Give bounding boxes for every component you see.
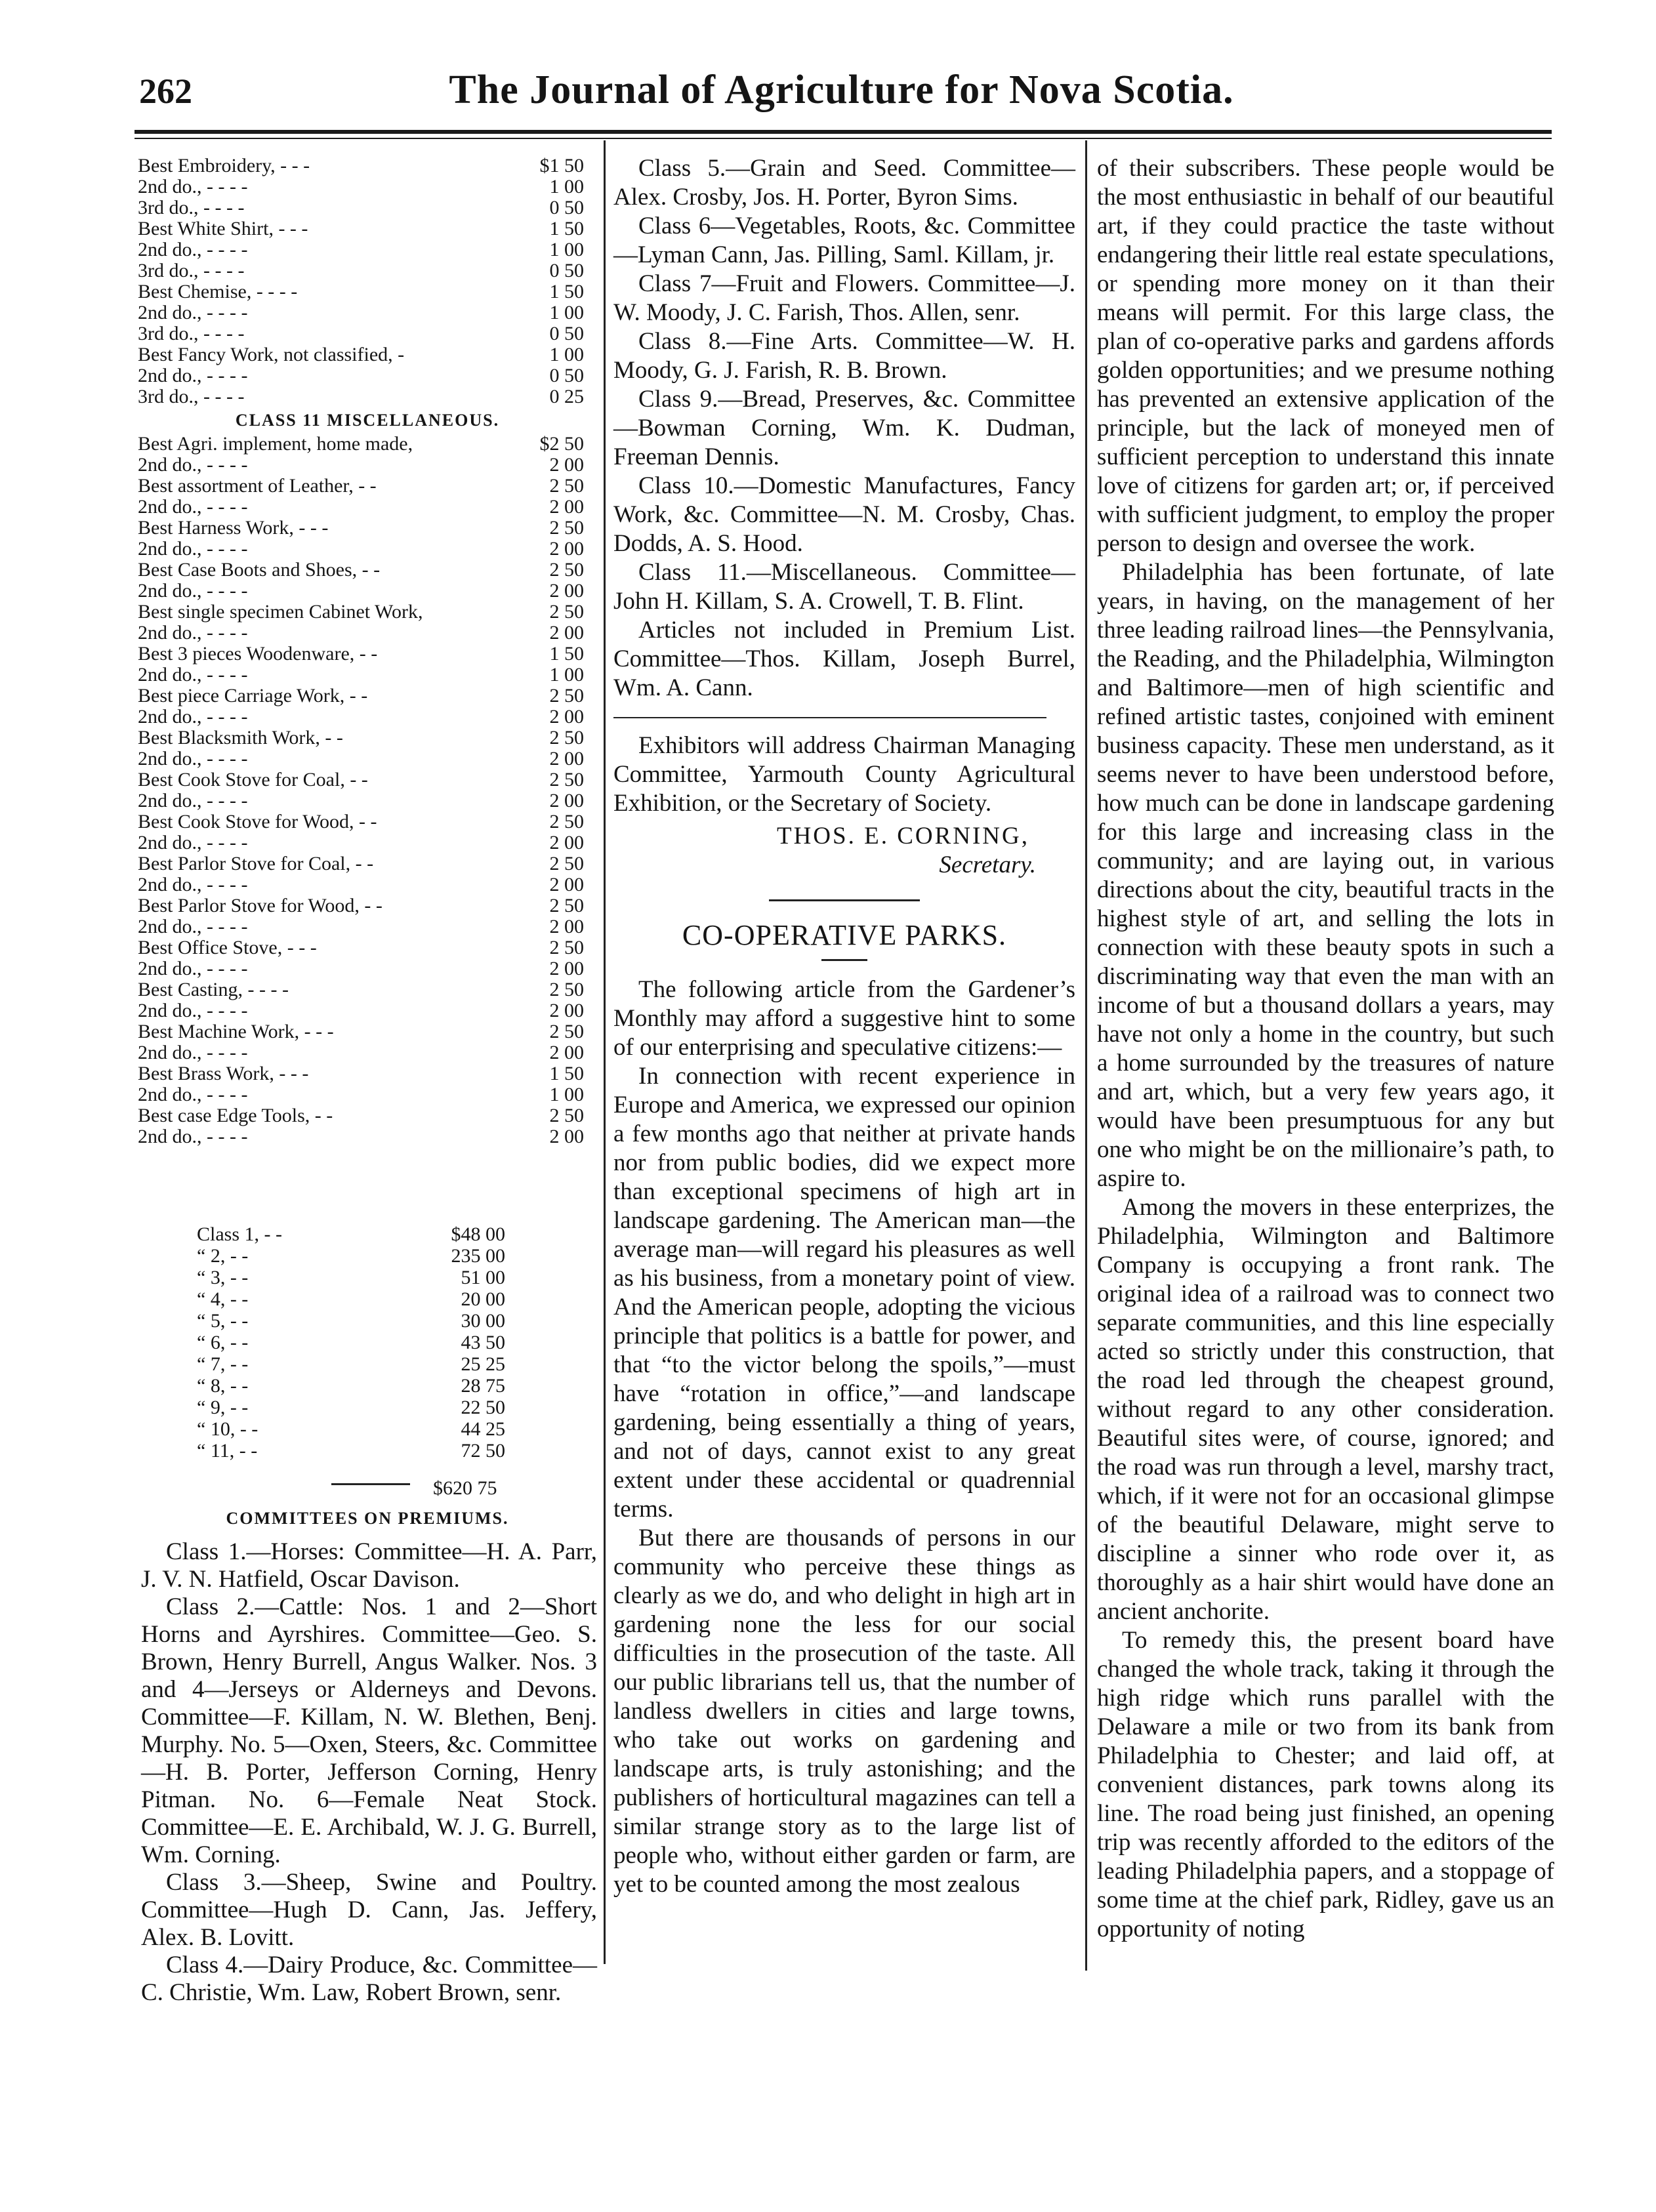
column-divider-1 [604,140,606,1964]
premium-row-label: Best Casting, - - - - [138,979,289,1000]
premium-row-label: 3rd do., - - - - [138,386,245,407]
committee-paragraph: Class 5.—Grain and Seed. Committee—Alex. Crosby, Jos. H. Porter, Byron Sims. [613,155,1075,211]
premium-row [138,686,597,707]
premium-row-label: Best Machine Work, - - - [138,1021,334,1042]
premium-row-amount: 2 00 [549,1042,584,1063]
premium-row-label: 2nd do., - - - - [138,581,248,602]
premium-row [138,832,597,853]
premium-row [138,365,597,386]
summary-row [197,1353,531,1375]
premium-row-label: 2nd do., - - - - [138,497,248,518]
summary-row [197,1223,531,1245]
summary-row-label: “ 4, - - [197,1288,249,1310]
premium-row-amount: 1 00 [549,664,584,686]
premium-row-amount: 2 50 [549,475,584,497]
premium-row [138,239,597,260]
summary-row-amount: 43 50 [461,1332,505,1353]
premium-row-amount: 2 00 [549,706,584,727]
premium-row [138,790,597,811]
premium-row [138,895,597,916]
committee-paragraph: Class 4.—Dairy Produce, &c. Committee—C. Christie, Wm. Law, Robert Brown, senr. [141,1952,597,2006]
premium-row-label: Best single specimen Cabinet Work, [138,602,423,623]
premium-row [138,386,597,407]
premium-row [138,1084,597,1105]
premium-row-amount: 1 00 [549,1084,584,1105]
article-paragraph: The following article from the Gardener’s Monthly may afford a suggestive hint to some of our enterprising and speculative citizens:— [613,976,1075,1061]
header-rule [135,130,1552,134]
premium-row [138,344,597,365]
premium-row-label: 2nd do., - - - - [138,302,248,323]
premium-row-amount: 1 00 [549,239,584,260]
summary-row-label: Class 1, - - [197,1223,282,1245]
summary-row-amount: 28 75 [461,1375,505,1397]
summary-row [197,1440,531,1462]
premium-row-amount: 2 00 [549,1000,584,1021]
premium-row-amount: 0 50 [549,260,584,281]
premium-row-label: Best Case Boots and Shoes, - - [138,560,381,581]
summary-row-amount: 30 00 [461,1310,505,1332]
premium-row [138,644,597,665]
committee-paragraph: Class 1.—Horses: Committee—H. A. Parr, J. V. N. Hatfield, Oscar Davison. [141,1538,597,1593]
summary-row-amount: 20 00 [461,1288,505,1310]
premium-row [138,260,597,281]
premium-row [138,455,597,476]
premium-row-amount: 2 50 [549,769,584,790]
premium-row [138,581,597,602]
premium-row-amount: 2 50 [549,979,584,1000]
class-11-heading: CLASS 11 MISCELLANEOUS. [235,411,500,430]
premium-row-label: 2nd do., - - - - [138,916,248,937]
premium-row-amount: 2 00 [549,748,584,769]
premium-list [138,155,597,1147]
premium-row [138,539,597,560]
section-divider [613,717,1046,718]
summary-row-label: “ 9, - - [197,1397,249,1418]
premium-row-amount: $1 50 [539,155,584,176]
premium-row-amount: 2 00 [549,916,584,937]
summary-row-label: “ 8, - - [197,1375,249,1397]
premium-row-amount: 1 50 [549,218,584,239]
premium-row [138,727,597,748]
article-paragraph: of their subscribers. These people would be the most enthusiastic in behalf of our beautiful art, if they could practice the taste without endangering their little real estate speculations, or spending more money on it than their means will permit. For this large class, the plan of co-operative parks and gardens affords golden opportunities; and we presume nothing has prevented an extensive application of the principle, but the lack of moneyed men of sufficient perception to understand this innate love of citizens for garden art; or, if perceived with sufficient judgment, to employ the proper person to design and oversee the work. [1097,155,1554,557]
premium-row [138,916,597,937]
premium-row-label: 2nd do., - - - - [138,365,248,386]
premium-row [138,1063,597,1084]
premium-row [138,218,597,239]
premium-row [138,1105,597,1126]
premium-row-amount: 0 50 [549,197,584,218]
premium-row-amount: 0 25 [549,386,584,407]
premium-row [138,476,597,497]
column-2 [613,154,1075,1899]
premium-row-label: Best Blacksmith Work, - - [138,727,343,748]
premium-row-label: 2nd do., - - - - [138,455,248,476]
summary-row-amount: 44 25 [461,1418,505,1440]
premium-row-label: Best 3 pieces Woodenware, - - [138,644,378,665]
column-divider-2 [1085,140,1087,1971]
premium-row [138,560,597,581]
committees-text [141,1538,597,2007]
premium-row-label: 2nd do., - - - - [138,790,248,811]
premium-row-label: Best Cook Stove for Coal, - - [138,769,368,790]
premium-row [138,302,597,323]
summary-row-label: “ 7, - - [197,1353,249,1375]
title-underline [821,959,867,961]
premium-row-label: 2nd do., - - - - [138,874,248,895]
premium-row-amount: 2 50 [549,1021,584,1042]
signature-title: Secretary. [939,851,1036,878]
class-summary-table [197,1223,531,1462]
article-title: CO-OPERATIVE PARKS. [682,919,1007,951]
summary-row-amount: $48 00 [451,1223,505,1245]
premium-row [138,323,597,344]
summary-row [197,1288,531,1310]
premium-row-label: Best Embroidery, - - - [138,155,310,176]
committee-paragraph: Class 6—Vegetables, Roots, &c. Committee—Lyman Cann, Jas. Pilling, Saml. Killam, jr. [613,213,1075,268]
premium-row-amount: 2 00 [549,538,584,560]
premium-row-label: Best case Edge Tools, - - [138,1105,333,1126]
premium-row-label: Best Parlor Stove for Coal, - - [138,853,374,874]
premium-row-label: 2nd do., - - - - [138,707,248,727]
premium-row-amount: 2 50 [549,811,584,832]
premium-row-label: Best Brass Work, - - - [138,1063,309,1084]
premium-row [138,748,597,769]
premium-row [138,937,597,958]
premium-row [138,979,597,1000]
premium-row-amount: 1 50 [549,1063,584,1084]
premium-row-amount: $2 50 [539,433,584,455]
premium-row [138,602,597,623]
summary-row [197,1267,531,1288]
premium-row-label: 3rd do., - - - - [138,260,245,281]
premium-row-label: 2nd do., - - - - [138,1084,248,1105]
summary-row [197,1245,531,1267]
summary-row [197,1310,531,1332]
premium-row-amount: 0 50 [549,365,584,386]
premium-row [138,197,597,218]
premium-row [138,707,597,727]
summary-row [197,1418,531,1440]
summary-row [197,1397,531,1418]
premium-rows-miscellaneous [138,434,597,1147]
signature-name: THOS. E. CORNING, [776,823,1029,850]
premium-row-amount: 2 00 [549,832,584,853]
committee-paragraph: Class 2.—Cattle: Nos. 1 and 2—Short Horns and Ayrshires. Committee—Geo. S. Brown, Henry Burrell, Angus Walker. Nos. 3 and 4—Jerseys or Alderneys and Devons. Committee—F. Killam, N. W. Blethen, Benj. Murphy. No. 5—Oxen, Steers, &c. Committee—H. B. Porter, Jefferson Corning, Henry Pitman. No. 6—Female Neat Stock. Committee—E. E. Archibald, W. J. G. Burrell, Wm. Corning. [141,1593,597,1868]
summary-row-label: “ 3, - - [197,1267,249,1288]
summary-total-rule [331,1483,410,1485]
committee-paragraph: Class 11.—Miscellaneous. Committee—John H. Killam, S. A. Crowell, T. B. Flint. [613,559,1075,615]
premium-row-amount: 1 50 [549,281,584,302]
premium-row-label: 2nd do., - - - - [138,623,248,644]
summary-row-label: “ 2, - - [197,1245,249,1267]
premium-row [138,1126,597,1147]
premium-row-label: Best Office Stove, - - - [138,937,317,958]
premium-row [138,1021,597,1042]
premium-row-amount: 2 50 [549,895,584,916]
journal-title: The Journal of Agriculture for Nova Scotia. [449,68,1234,112]
premium-row-amount: 2 50 [549,1105,584,1126]
premium-row-amount: 2 00 [549,622,584,644]
committee-paragraph: Class 9.—Bread, Preserves, &c. Committee—Bowman Corning, Wm. K. Dudman, Freeman Dennis. [613,386,1075,470]
summary-row-amount: 51 00 [461,1267,505,1288]
summary-row-label: “ 11, - - [197,1440,258,1462]
summary-row-amount: 72 50 [461,1440,505,1462]
premium-row-label: 2nd do., - - - - [138,1000,248,1021]
premium-row-amount: 1 00 [549,344,584,365]
committees-heading: COMMITTEES ON PREMIUMS. [226,1509,509,1528]
summary-row [197,1332,531,1353]
premium-row [138,281,597,302]
premium-row-label: 2nd do., - - - - [138,958,248,979]
summary-row-amount: 25 25 [461,1353,505,1375]
premium-row-label: Best Cook Stove for Wood, - - [138,811,377,832]
premium-row-amount: 1 50 [549,643,584,665]
premium-row-label: 2nd do., - - - - [138,176,248,197]
summary-row-amount: 22 50 [461,1397,505,1418]
premium-row-amount: 2 50 [549,601,584,623]
premium-row-amount: 2 00 [549,1126,584,1147]
premium-row-label: 2nd do., - - - - [138,239,248,260]
premium-row-amount: 2 00 [549,874,584,895]
committee-paragraph: Articles not included in Premium List. Committee—Thos. Killam, Joseph Burrel, Wm. A. Cann. [613,617,1075,701]
premium-row-label: 2nd do., - - - - [138,832,248,853]
premium-row-amount: 2 00 [549,454,584,476]
premium-row [138,497,597,518]
premium-row-amount: 2 50 [549,937,584,958]
summary-row-label: “ 10, - - [197,1418,259,1440]
premium-row-amount: 2 50 [549,559,584,581]
premium-row-label: 2nd do., - - - - [138,539,248,560]
article-paragraph: To remedy this, the present board have changed the whole track, taking it through the high ridge which runs parallel with the Delaware a mile or two from its bank from Philadelphia to Chester; and laid off, at convenient distances, park towns along its line. The road being just finished, an opening trip was recently afforded to the editors of the leading Philadelphia papers, and a stoppage of some time at the chief park, Ridley, gave us an opportunity of noting [1097,1627,1554,1942]
premium-row-amount: 2 50 [549,517,584,539]
premium-row-amount: 2 00 [549,496,584,518]
premium-row-label: 2nd do., - - - - [138,1126,248,1147]
premium-row-label: 2nd do., - - - - [138,665,248,686]
article-paragraph: But there are thousands of persons in our community who perceive these things as clearly as we do, and who delight in high art in gardening none the less for our social difficulties in the prosecution of the taste. All our public librarians tell us, that the number of landless dwellers in cities and large towns, who take out works on gardening and landscape arts, is truly astonishing; and the publishers of horticultural magazines can tell a similar strange story as to the large list of people who, without either garden or farm, are yet to be counted among the most zealous [613,1525,1075,1898]
article-paragraph: Philadelphia has been fortunate, of late years, in having, on the management of her three leading railroad lines—the Pennsylvania, the Reading, and the Philadelphia, Wilmington and Baltimore—men of high scientific and refined artistic tastes, conjoined with eminent business capacity. These men understand, as it seems never to have been understood before, how much can be done in landscape gardening for this large and increasing class in the community; and are laying out, in various directions about the city, beautiful tracts in the highest style of art, and selling the lots in connection with these beauty spots in such a discriminating way that even the man with an income of but a thousand dollars a years, may have not only a home in the country, but such a home surrounded by the treasures of nature and art, which, but a very few years ago, it would have been presumptuous for any but one who might be on the millionaire’s path, to aspire to. [1097,559,1554,1192]
premium-row [138,434,597,455]
premium-rows-fancy-work [138,155,597,407]
premium-row-label: Best Parlor Stove for Wood, - - [138,895,383,916]
premium-row-label: 2nd do., - - - - [138,1042,248,1063]
premium-row-label: Best Agri. implement, home made, [138,434,413,455]
premium-row-amount: 2 00 [549,958,584,979]
page-number: 262 [139,72,192,111]
column-3 [1097,154,1554,1944]
article-paragraph: In connection with recent experience in Europe and America, we expressed our opinion a few months ago that neither at private hands nor from public bodies, did we expect more than exceptional specimens of high art in landscape gardening. The American man—the average man—will regard his pleasures as well as his business, from a monetary point of view. And the American people, adopting the vicious principle that politics is a battle for power, and that “to the victor belong the spoils,”—must have “rotation in office,”—and landscape gardening, being essentially a thing of years, and not of days, cannot exist to any great extent under these accidental or quadrennial terms. [613,1063,1075,1523]
summary-row [197,1375,531,1397]
premium-row-amount: 2 00 [549,790,584,811]
premium-row-label: Best assortment of Leather, - - [138,476,377,497]
summary-row-label: “ 5, - - [197,1310,249,1332]
premium-row [138,769,597,790]
page-header [131,64,1552,123]
premium-row-amount: 2 50 [549,853,584,874]
premium-row [138,1042,597,1063]
premium-row-label: 2nd do., - - - - [138,748,248,769]
premium-row-label: Best Fancy Work, not classified, - [138,344,405,365]
premium-row [138,853,597,874]
article-paragraph: Among the movers in these enterprizes, the Philadelphia, Wilmington and Baltimore Company is occupying a front rank. The original idea of a railroad was to connect two separate communities, and this line especially acted so strictly under this construction, that the road led through the cheapest ground, without regard to any other consideration. Beautiful sites were, of course, ignored; and the road was run through a level, marshy tract, which, if it were not for an occasional glimpse of the beautiful Delaware, might serve to discipline a sinner who rode over it, as thoroughly as a hair shirt would have done an ancient anchorite. [1097,1194,1554,1625]
premium-row [138,155,597,176]
premium-row-amount: 2 50 [549,685,584,707]
premium-row-amount: 1 00 [549,302,584,323]
exhibitors-notice: Exhibitors will address Chairman Managing Committee, Yarmouth County Agricultural Exhibition, or the Secretary of Society. [613,732,1075,817]
header-rule-thin [135,138,1552,139]
premium-row-label: Best White Shirt, - - - [138,218,308,239]
committee-paragraph: Class 3.—Sheep, Swine and Poultry. Committee—Hugh D. Cann, Jas. Jeffery, Alex. B. Lovitt. [141,1869,597,1951]
committee-paragraph: Class 7—Fruit and Flowers. Committee—J. W. Moody, J. C. Farish, Thos. Allen, senr. [613,270,1075,326]
committee-paragraph: Class 10.—Domestic Manufactures, Fancy Work, &c. Committee—N. M. Crosby, Chas. Dodds, A. S. Hood. [613,472,1075,557]
committee-paragraph: Class 8.—Fine Arts. Committee—W. H. Moody, G. J. Farish, R. B. Brown. [613,328,1075,384]
premium-row-amount: 2 00 [549,580,584,602]
premium-row-amount: 1 00 [549,176,584,197]
premium-row-label: Best Harness Work, - - - [138,518,329,539]
premium-row [138,623,597,644]
premium-row [138,874,597,895]
premium-row [138,665,597,686]
summary-row-amount: 235 00 [451,1245,505,1267]
premium-row [138,176,597,197]
article-divider [769,899,920,901]
summary-total: $620 75 [433,1477,497,1499]
premium-row [138,958,597,979]
premium-row [138,518,597,539]
premium-row-amount: 2 50 [549,727,584,748]
summary-row-label: “ 6, - - [197,1332,249,1353]
premium-row [138,811,597,832]
premium-row-label: 3rd do., - - - - [138,323,245,344]
premium-row [138,1000,597,1021]
premium-row-amount: 0 50 [549,323,584,344]
premium-row-label: Best Chemise, - - - - [138,281,298,302]
premium-row-label: Best piece Carriage Work, - - [138,686,368,707]
premium-row-label: 3rd do., - - - - [138,197,245,218]
